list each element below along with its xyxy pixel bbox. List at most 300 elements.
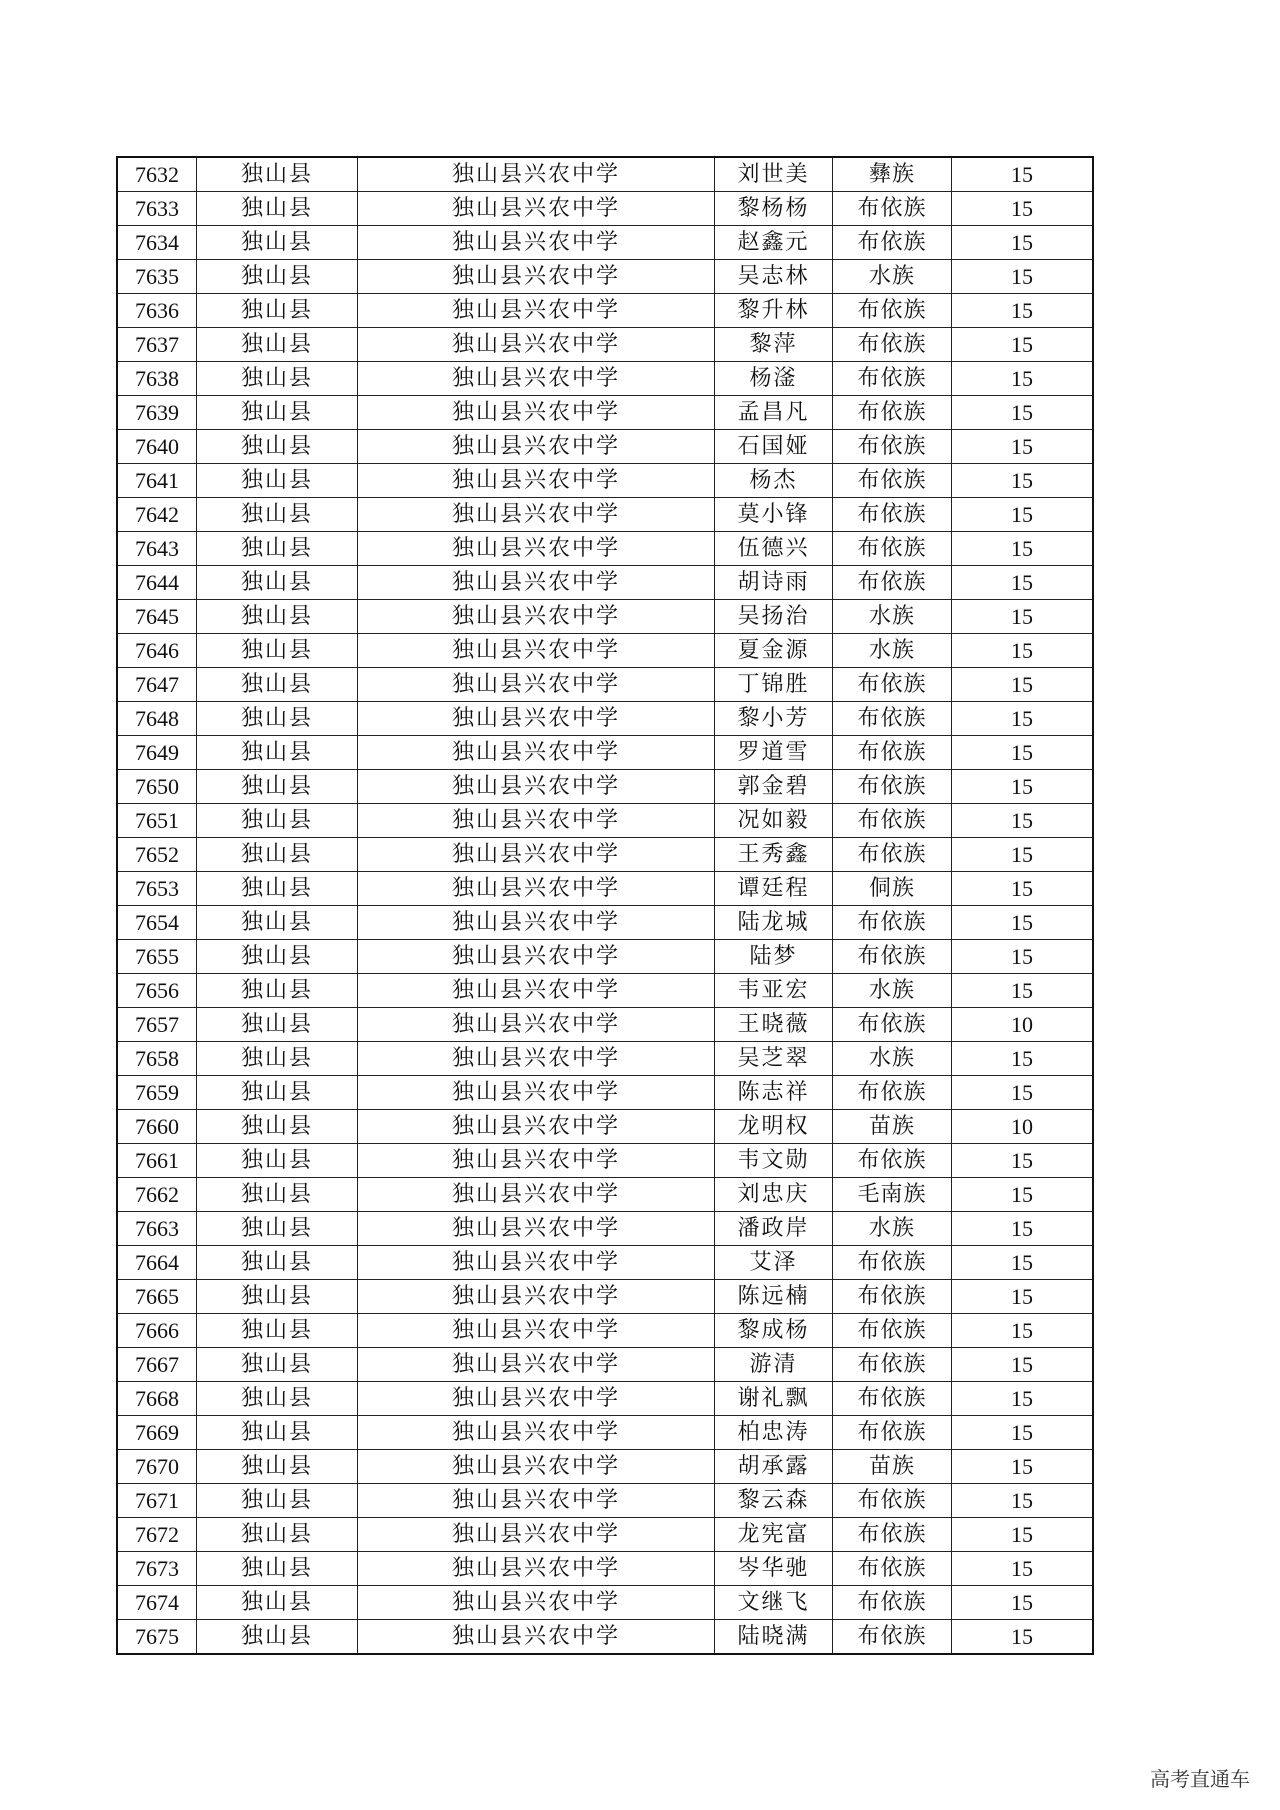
ethnicity-cell: 布依族 (833, 1314, 952, 1348)
table-row (117, 192, 1093, 226)
score-cell: 15 (952, 328, 1094, 362)
table-row (117, 634, 1093, 668)
student-name-cell: 黎升林 (715, 294, 833, 328)
school-cell: 独山县兴农中学 (358, 157, 715, 192)
school-cell: 独山县兴农中学 (358, 974, 715, 1008)
score-cell: 15 (952, 634, 1094, 668)
table-row (117, 1076, 1093, 1110)
table-row (117, 1620, 1093, 1655)
row-number-cell: 7634 (117, 226, 197, 260)
ethnicity-cell: 布依族 (833, 1620, 952, 1655)
score-cell: 15 (952, 770, 1094, 804)
school-cell: 独山县兴农中学 (358, 498, 715, 532)
ethnicity-cell: 苗族 (833, 1450, 952, 1484)
row-number-cell: 7637 (117, 328, 197, 362)
school-cell: 独山县兴农中学 (358, 294, 715, 328)
student-name-cell: 王晓薇 (715, 1008, 833, 1042)
county-cell: 独山县 (197, 430, 358, 464)
row-number-cell: 7652 (117, 838, 197, 872)
row-number-cell: 7649 (117, 736, 197, 770)
student-name-cell: 石国娅 (715, 430, 833, 464)
ethnicity-cell: 布依族 (833, 1416, 952, 1450)
student-name-cell: 郭金碧 (715, 770, 833, 804)
school-cell: 独山县兴农中学 (358, 430, 715, 464)
student-name-cell: 罗道雪 (715, 736, 833, 770)
row-number-cell: 7668 (117, 1382, 197, 1416)
school-cell: 独山县兴农中学 (358, 634, 715, 668)
county-cell: 独山县 (197, 1246, 358, 1280)
student-name-cell: 黎小芳 (715, 702, 833, 736)
county-cell: 独山县 (197, 1382, 358, 1416)
student-name-cell: 刘忠庆 (715, 1178, 833, 1212)
ethnicity-cell: 布依族 (833, 1382, 952, 1416)
table-row (117, 396, 1093, 430)
county-cell: 独山县 (197, 1212, 358, 1246)
ethnicity-cell: 侗族 (833, 872, 952, 906)
school-cell: 独山县兴农中学 (358, 1518, 715, 1552)
student-name-cell: 艾泽 (715, 1246, 833, 1280)
ethnicity-cell: 布依族 (833, 328, 952, 362)
student-name-cell: 丁锦胜 (715, 668, 833, 702)
score-cell: 15 (952, 600, 1094, 634)
row-number-cell: 7658 (117, 1042, 197, 1076)
score-cell: 15 (952, 362, 1094, 396)
table-row (117, 838, 1093, 872)
ethnicity-cell: 布依族 (833, 430, 952, 464)
county-cell: 独山县 (197, 362, 358, 396)
school-cell: 独山县兴农中学 (358, 1484, 715, 1518)
score-cell: 10 (952, 1110, 1094, 1144)
row-number-cell: 7675 (117, 1620, 197, 1655)
table-row (117, 872, 1093, 906)
student-name-cell: 龙明权 (715, 1110, 833, 1144)
score-cell: 15 (952, 1144, 1094, 1178)
table-row (117, 1178, 1093, 1212)
school-cell: 独山县兴农中学 (358, 1008, 715, 1042)
school-cell: 独山县兴农中学 (358, 872, 715, 906)
student-name-cell: 莫小锋 (715, 498, 833, 532)
county-cell: 独山县 (197, 1416, 358, 1450)
ethnicity-cell: 布依族 (833, 396, 952, 430)
table-row (117, 157, 1093, 192)
county-cell: 独山县 (197, 260, 358, 294)
row-number-cell: 7632 (117, 157, 197, 192)
ethnicity-cell: 布依族 (833, 668, 952, 702)
ethnicity-cell: 布依族 (833, 1076, 952, 1110)
ethnicity-cell: 布依族 (833, 770, 952, 804)
score-cell: 15 (952, 974, 1094, 1008)
table-row (117, 1552, 1093, 1586)
score-cell: 15 (952, 940, 1094, 974)
student-name-cell: 陆龙城 (715, 906, 833, 940)
table-row (117, 464, 1093, 498)
county-cell: 独山县 (197, 668, 358, 702)
row-number-cell: 7640 (117, 430, 197, 464)
row-number-cell: 7669 (117, 1416, 197, 1450)
student-name-cell: 文继飞 (715, 1586, 833, 1620)
ethnicity-cell: 毛南族 (833, 1178, 952, 1212)
county-cell: 独山县 (197, 1348, 358, 1382)
table-row (117, 1144, 1093, 1178)
student-name-cell: 刘世美 (715, 157, 833, 192)
ethnicity-cell: 布依族 (833, 804, 952, 838)
school-cell: 独山县兴农中学 (358, 260, 715, 294)
county-cell: 独山县 (197, 804, 358, 838)
county-cell: 独山县 (197, 566, 358, 600)
school-cell: 独山县兴农中学 (358, 804, 715, 838)
score-cell: 15 (952, 294, 1094, 328)
table-row (117, 1382, 1093, 1416)
county-cell: 独山县 (197, 1110, 358, 1144)
county-cell: 独山县 (197, 464, 358, 498)
table-row (117, 1518, 1093, 1552)
table-row (117, 974, 1093, 1008)
row-number-cell: 7633 (117, 192, 197, 226)
row-number-cell: 7651 (117, 804, 197, 838)
student-name-cell: 胡承露 (715, 1450, 833, 1484)
score-cell: 15 (952, 1280, 1094, 1314)
table-row (117, 1484, 1093, 1518)
score-cell: 15 (952, 906, 1094, 940)
row-number-cell: 7648 (117, 702, 197, 736)
student-name-cell: 龙宪富 (715, 1518, 833, 1552)
school-cell: 独山县兴农中学 (358, 668, 715, 702)
table-row (117, 668, 1093, 702)
ethnicity-cell: 布依族 (833, 294, 952, 328)
county-cell: 独山县 (197, 1178, 358, 1212)
score-cell: 15 (952, 532, 1094, 566)
row-number-cell: 7642 (117, 498, 197, 532)
table-row (117, 1042, 1093, 1076)
school-cell: 独山县兴农中学 (358, 1586, 715, 1620)
school-cell: 独山县兴农中学 (358, 1552, 715, 1586)
ethnicity-cell: 布依族 (833, 736, 952, 770)
ethnicity-cell: 水族 (833, 260, 952, 294)
county-cell: 独山县 (197, 634, 358, 668)
student-name-cell: 黎成杨 (715, 1314, 833, 1348)
county-cell: 独山县 (197, 600, 358, 634)
student-name-cell: 陈远楠 (715, 1280, 833, 1314)
ethnicity-cell: 布依族 (833, 498, 952, 532)
county-cell: 独山县 (197, 226, 358, 260)
school-cell: 独山县兴农中学 (358, 1382, 715, 1416)
row-number-cell: 7665 (117, 1280, 197, 1314)
row-number-cell: 7666 (117, 1314, 197, 1348)
row-number-cell: 7639 (117, 396, 197, 430)
school-cell: 独山县兴农中学 (358, 940, 715, 974)
table-row (117, 1008, 1093, 1042)
row-number-cell: 7661 (117, 1144, 197, 1178)
county-cell: 独山县 (197, 906, 358, 940)
school-cell: 独山县兴农中学 (358, 1348, 715, 1382)
student-name-cell: 陈志祥 (715, 1076, 833, 1110)
table-row (117, 1110, 1093, 1144)
county-cell: 独山县 (197, 498, 358, 532)
ethnicity-cell: 水族 (833, 600, 952, 634)
row-number-cell: 7654 (117, 906, 197, 940)
table-row (117, 1212, 1093, 1246)
row-number-cell: 7643 (117, 532, 197, 566)
school-cell: 独山县兴农中学 (358, 1212, 715, 1246)
ethnicity-cell: 布依族 (833, 838, 952, 872)
score-cell: 15 (952, 872, 1094, 906)
table-row (117, 1586, 1093, 1620)
ethnicity-cell: 布依族 (833, 532, 952, 566)
ethnicity-cell: 布依族 (833, 1246, 952, 1280)
county-cell: 独山县 (197, 1076, 358, 1110)
school-cell: 独山县兴农中学 (358, 226, 715, 260)
student-name-cell: 黎云森 (715, 1484, 833, 1518)
ethnicity-cell: 水族 (833, 1212, 952, 1246)
student-name-cell: 王秀鑫 (715, 838, 833, 872)
county-cell: 独山县 (197, 1484, 358, 1518)
county-cell: 独山县 (197, 532, 358, 566)
watermark: 高考直通车 (1150, 1767, 1250, 1791)
row-number-cell: 7646 (117, 634, 197, 668)
table-row (117, 600, 1093, 634)
county-cell: 独山县 (197, 1620, 358, 1655)
county-cell: 独山县 (197, 940, 358, 974)
score-cell: 15 (952, 1042, 1094, 1076)
school-cell: 独山县兴农中学 (358, 464, 715, 498)
score-cell: 15 (952, 430, 1094, 464)
score-cell: 15 (952, 1620, 1094, 1655)
row-number-cell: 7674 (117, 1586, 197, 1620)
school-cell: 独山县兴农中学 (358, 1042, 715, 1076)
student-name-cell: 杨杰 (715, 464, 833, 498)
student-name-cell: 柏忠涛 (715, 1416, 833, 1450)
table-row (117, 906, 1093, 940)
table-row (117, 736, 1093, 770)
ethnicity-cell: 布依族 (833, 906, 952, 940)
table-row (117, 1314, 1093, 1348)
score-cell: 15 (952, 1484, 1094, 1518)
row-number-cell: 7653 (117, 872, 197, 906)
county-cell: 独山县 (197, 294, 358, 328)
school-cell: 独山县兴农中学 (358, 328, 715, 362)
ethnicity-cell: 布依族 (833, 1144, 952, 1178)
county-cell: 独山县 (197, 396, 358, 430)
ethnicity-cell: 布依族 (833, 1008, 952, 1042)
score-cell: 15 (952, 668, 1094, 702)
table-row (117, 770, 1093, 804)
score-cell: 15 (952, 157, 1094, 192)
row-number-cell: 7647 (117, 668, 197, 702)
row-number-cell: 7659 (117, 1076, 197, 1110)
student-name-cell: 岑华驰 (715, 1552, 833, 1586)
score-cell: 15 (952, 396, 1094, 430)
score-cell: 15 (952, 464, 1094, 498)
score-cell: 15 (952, 192, 1094, 226)
county-cell: 独山县 (197, 838, 358, 872)
score-cell: 15 (952, 498, 1094, 532)
ethnicity-cell: 布依族 (833, 362, 952, 396)
row-number-cell: 7656 (117, 974, 197, 1008)
student-name-cell: 陆梦 (715, 940, 833, 974)
school-cell: 独山县兴农中学 (358, 1314, 715, 1348)
student-name-cell: 夏金源 (715, 634, 833, 668)
score-cell: 15 (952, 1076, 1094, 1110)
county-cell: 独山县 (197, 192, 358, 226)
row-number-cell: 7641 (117, 464, 197, 498)
student-name-cell: 赵鑫元 (715, 226, 833, 260)
school-cell: 独山县兴农中学 (358, 532, 715, 566)
table-row (117, 260, 1093, 294)
score-cell: 15 (952, 1314, 1094, 1348)
student-name-cell: 陆晓满 (715, 1620, 833, 1655)
table-row (117, 1450, 1093, 1484)
table-row (117, 1416, 1093, 1450)
county-cell: 独山县 (197, 1450, 358, 1484)
student-name-cell: 吴志林 (715, 260, 833, 294)
student-name-cell: 谢礼飘 (715, 1382, 833, 1416)
score-cell: 15 (952, 1382, 1094, 1416)
row-number-cell: 7663 (117, 1212, 197, 1246)
school-cell: 独山县兴农中学 (358, 906, 715, 940)
table-row (117, 294, 1093, 328)
ethnicity-cell: 水族 (833, 634, 952, 668)
county-cell: 独山县 (197, 1144, 358, 1178)
student-name-cell: 潘政岸 (715, 1212, 833, 1246)
student-name-cell: 伍德兴 (715, 532, 833, 566)
row-number-cell: 7644 (117, 566, 197, 600)
table-row (117, 1246, 1093, 1280)
ethnicity-cell: 彝族 (833, 157, 952, 192)
school-cell: 独山县兴农中学 (358, 192, 715, 226)
school-cell: 独山县兴农中学 (358, 1110, 715, 1144)
school-cell: 独山县兴农中学 (358, 736, 715, 770)
row-number-cell: 7636 (117, 294, 197, 328)
student-name-cell: 韦亚宏 (715, 974, 833, 1008)
table-row (117, 940, 1093, 974)
score-cell: 15 (952, 1552, 1094, 1586)
school-cell: 独山县兴农中学 (358, 1280, 715, 1314)
table-row (117, 328, 1093, 362)
row-number-cell: 7662 (117, 1178, 197, 1212)
ethnicity-cell: 水族 (833, 974, 952, 1008)
county-cell: 独山县 (197, 1008, 358, 1042)
score-cell: 15 (952, 702, 1094, 736)
score-cell: 15 (952, 1416, 1094, 1450)
county-cell: 独山县 (197, 974, 358, 1008)
student-name-cell: 吴扬治 (715, 600, 833, 634)
county-cell: 独山县 (197, 1518, 358, 1552)
score-cell: 15 (952, 1450, 1094, 1484)
table-row (117, 702, 1093, 736)
school-cell: 独山县兴农中学 (358, 1416, 715, 1450)
score-cell: 15 (952, 566, 1094, 600)
score-cell: 15 (952, 804, 1094, 838)
row-number-cell: 7660 (117, 1110, 197, 1144)
score-cell: 15 (952, 1348, 1094, 1382)
ethnicity-cell: 布依族 (833, 1280, 952, 1314)
school-cell: 独山县兴农中学 (358, 362, 715, 396)
score-cell: 15 (952, 1178, 1094, 1212)
school-cell: 独山县兴农中学 (358, 702, 715, 736)
row-number-cell: 7667 (117, 1348, 197, 1382)
school-cell: 独山县兴农中学 (358, 1620, 715, 1655)
row-number-cell: 7638 (117, 362, 197, 396)
ethnicity-cell: 布依族 (833, 1348, 952, 1382)
student-name-cell: 谭廷程 (715, 872, 833, 906)
school-cell: 独山县兴农中学 (358, 1450, 715, 1484)
row-number-cell: 7635 (117, 260, 197, 294)
student-name-cell: 黎萍 (715, 328, 833, 362)
school-cell: 独山县兴农中学 (358, 1178, 715, 1212)
roster-table-body (117, 157, 1093, 1654)
county-cell: 独山县 (197, 1042, 358, 1076)
school-cell: 独山县兴农中学 (358, 1144, 715, 1178)
county-cell: 独山县 (197, 1314, 358, 1348)
student-name-cell: 况如毅 (715, 804, 833, 838)
row-number-cell: 7670 (117, 1450, 197, 1484)
table-row (117, 430, 1093, 464)
county-cell: 独山县 (197, 328, 358, 362)
table-row (117, 532, 1093, 566)
ethnicity-cell: 布依族 (833, 226, 952, 260)
student-name-cell: 胡诗雨 (715, 566, 833, 600)
school-cell: 独山县兴农中学 (358, 1246, 715, 1280)
county-cell: 独山县 (197, 1552, 358, 1586)
row-number-cell: 7673 (117, 1552, 197, 1586)
row-number-cell: 7645 (117, 600, 197, 634)
county-cell: 独山县 (197, 1586, 358, 1620)
county-cell: 独山县 (197, 770, 358, 804)
school-cell: 独山县兴农中学 (358, 770, 715, 804)
county-cell: 独山县 (197, 872, 358, 906)
table-row (117, 226, 1093, 260)
student-name-cell: 韦文勋 (715, 1144, 833, 1178)
row-number-cell: 7664 (117, 1246, 197, 1280)
row-number-cell: 7655 (117, 940, 197, 974)
school-cell: 独山县兴农中学 (358, 838, 715, 872)
student-name-cell: 杨滏 (715, 362, 833, 396)
ethnicity-cell: 布依族 (833, 1518, 952, 1552)
score-cell: 15 (952, 1586, 1094, 1620)
ethnicity-cell: 苗族 (833, 1110, 952, 1144)
table-row (117, 1348, 1093, 1382)
table-row (117, 362, 1093, 396)
ethnicity-cell: 布依族 (833, 702, 952, 736)
ethnicity-cell: 水族 (833, 1042, 952, 1076)
table-row (117, 498, 1093, 532)
ethnicity-cell: 布依族 (833, 940, 952, 974)
roster-table (116, 156, 1094, 1655)
score-cell: 15 (952, 226, 1094, 260)
student-name-cell: 游清 (715, 1348, 833, 1382)
table-row (117, 804, 1093, 838)
row-number-cell: 7671 (117, 1484, 197, 1518)
school-cell: 独山县兴农中学 (358, 566, 715, 600)
table-row (117, 566, 1093, 600)
ethnicity-cell: 布依族 (833, 1552, 952, 1586)
row-number-cell: 7672 (117, 1518, 197, 1552)
ethnicity-cell: 布依族 (833, 464, 952, 498)
ethnicity-cell: 布依族 (833, 192, 952, 226)
score-cell: 15 (952, 736, 1094, 770)
school-cell: 独山县兴农中学 (358, 396, 715, 430)
school-cell: 独山县兴农中学 (358, 1076, 715, 1110)
county-cell: 独山县 (197, 1280, 358, 1314)
ethnicity-cell: 布依族 (833, 1484, 952, 1518)
score-cell: 15 (952, 1212, 1094, 1246)
score-cell: 15 (952, 838, 1094, 872)
table-row (117, 1280, 1093, 1314)
county-cell: 独山县 (197, 736, 358, 770)
student-name-cell: 吴芝翠 (715, 1042, 833, 1076)
score-cell: 15 (952, 1518, 1094, 1552)
score-cell: 10 (952, 1008, 1094, 1042)
